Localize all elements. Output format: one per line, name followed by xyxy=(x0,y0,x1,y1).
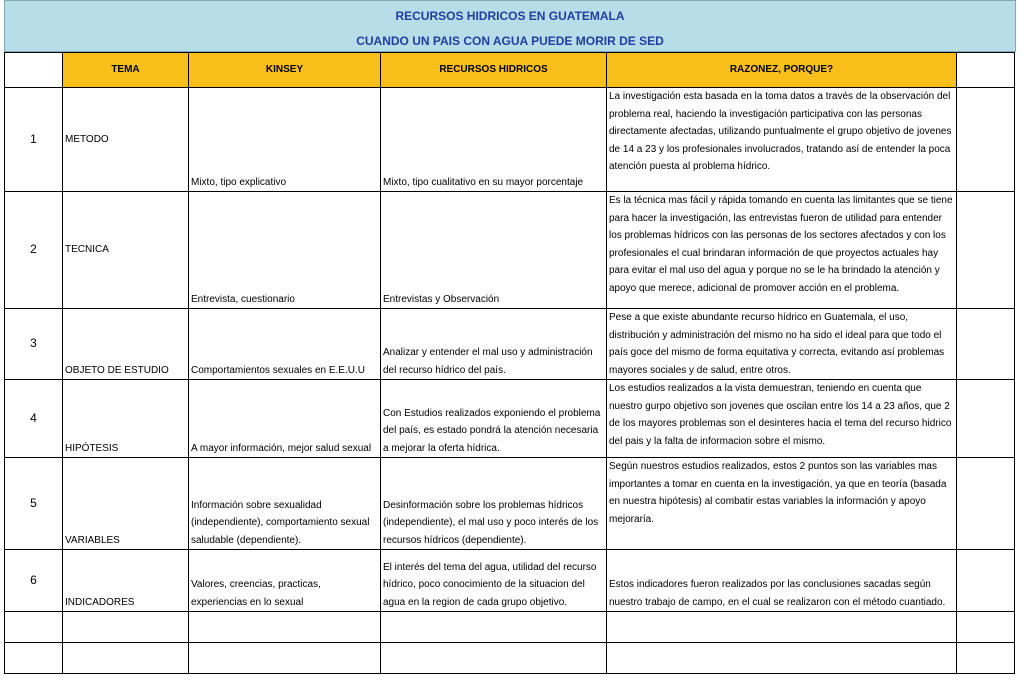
extra-cell[interactable] xyxy=(957,380,1015,458)
table-row xyxy=(5,550,1015,612)
extra-cell[interactable] xyxy=(957,309,1015,380)
kinsey-cell[interactable]: Entrevista, cuestionario xyxy=(189,192,381,309)
empty-cell[interactable] xyxy=(607,643,957,674)
razones-cell[interactable]: Es la técnica mas fácil y rápida tomando en cuenta las limitantes que se tiene para hacer la investigación, las entrevistas fueron de utilidad para entender los problemas hídricos con las personas de los sectores afectados y con los profesionales el cual brindaran información de que proyectos actuales hay para evitar el mal uso del agua y porque no se le ha brindado la atención y apoyo que merece, adicional de promover acción en el problema. xyxy=(607,192,957,309)
empty-cell[interactable] xyxy=(189,643,381,674)
empty-cell[interactable] xyxy=(5,612,63,643)
header-extra-cell[interactable] xyxy=(957,53,1015,88)
recursos-cell[interactable]: Analizar y entender el mal uso y administración del recurso hídrico del país. xyxy=(381,309,607,380)
row-number[interactable]: 5 xyxy=(5,458,63,550)
recursos-cell[interactable]: Mixto, tipo cualitativo en su mayor porcentaje xyxy=(381,88,607,192)
empty-cell[interactable] xyxy=(957,643,1015,674)
corner-cell[interactable] xyxy=(5,53,63,88)
row-number[interactable]: 6 xyxy=(5,550,63,612)
sheet-title: RECURSOS HIDRICOS EN GUATEMALA xyxy=(395,9,625,23)
tema-cell[interactable]: OBJETO DE ESTUDIO xyxy=(63,309,189,380)
recursos-cell[interactable]: Con Estudios realizados exponiendo el problema del país, es estado pondrá la atención necesaria a mejorar la oferta hídrica. xyxy=(381,380,607,458)
empty-row xyxy=(5,612,1015,643)
row-number[interactable]: 3 xyxy=(5,309,63,380)
extra-cell[interactable] xyxy=(957,192,1015,309)
tema-cell[interactable]: HIPÓTESIS xyxy=(63,380,189,458)
kinsey-cell[interactable]: Comportamientos sexuales en E.E.U.U xyxy=(189,309,381,380)
kinsey-cell[interactable]: Mixto, tipo explicativo xyxy=(189,88,381,192)
table-row xyxy=(5,309,1015,380)
razones-cell[interactable]: Los estudios realizados a la vista demuestran, teniendo en cuenta que nuestro gurpo objetivo son jovenes que oscilan entre los 14 a 23 años, que 2 de los mayores problemas son el desinteres hacia el tema del recurso hidrico del pais y la falta de informacion sobre el mismo. xyxy=(607,380,957,458)
header-kinsey[interactable]: KINSEY xyxy=(189,53,381,88)
razones-cell[interactable]: Estos indicadores fueron realizados por las conclusiones sacadas según nuestro trabajo de campo, en el cual se realizaron con el método cuantiado. xyxy=(607,550,957,612)
extra-cell[interactable] xyxy=(957,458,1015,550)
row-number[interactable]: 4 xyxy=(5,380,63,458)
empty-cell[interactable] xyxy=(381,643,607,674)
empty-cell[interactable] xyxy=(5,643,63,674)
empty-cell[interactable] xyxy=(957,612,1015,643)
data-table xyxy=(4,52,1015,674)
empty-cell[interactable] xyxy=(63,612,189,643)
row-number[interactable]: 1 xyxy=(5,88,63,192)
header-recursos-hidricos[interactable]: RECURSOS HIDRICOS xyxy=(381,53,607,88)
empty-cell[interactable] xyxy=(189,612,381,643)
tema-cell[interactable]: VARIABLES xyxy=(63,458,189,550)
header-tema[interactable]: TEMA xyxy=(63,53,189,88)
title-banner xyxy=(4,0,1016,52)
tema-cell[interactable]: INDICADORES xyxy=(63,550,189,612)
razones-cell[interactable]: Según nuestros estudios realizados, estos 2 puntos son las variables mas importantes a tomar en cuenta en la investigación, ya que en teoría (basada en nuestra hipótesis) al combatir estas variables la información y apoyo mejoraría. xyxy=(607,458,957,550)
recursos-cell[interactable]: Entrevistas y Observación xyxy=(381,192,607,309)
sheet-subtitle: CUANDO UN PAIS CON AGUA PUEDE MORIR DE SED xyxy=(356,34,664,48)
tema-cell[interactable]: TECNICA xyxy=(63,192,189,309)
kinsey-cell[interactable]: Información sobre sexualidad (independiente), comportamiento sexual saludable (dependiente). xyxy=(189,458,381,550)
table-row xyxy=(5,192,1015,309)
header-razones[interactable]: RAZONEZ, PORQUE? xyxy=(607,53,957,88)
kinsey-cell[interactable]: Valores, creencias, practicas, experiencias en lo sexual xyxy=(189,550,381,612)
tema-cell[interactable]: METODO xyxy=(63,88,189,192)
recursos-cell[interactable]: Desinformación sobre los problemas hídricos (independiente), el mal uso y poco interés de los recursos hídricos (dependiente). xyxy=(381,458,607,550)
header-row xyxy=(5,53,1015,88)
empty-cell[interactable] xyxy=(63,643,189,674)
empty-row xyxy=(5,643,1015,674)
table-row xyxy=(5,88,1015,192)
extra-cell[interactable] xyxy=(957,88,1015,192)
row-number[interactable]: 2 xyxy=(5,192,63,309)
table-row xyxy=(5,458,1015,550)
extra-cell[interactable] xyxy=(957,550,1015,612)
empty-cell[interactable] xyxy=(381,612,607,643)
empty-cell[interactable] xyxy=(607,612,957,643)
razones-cell[interactable]: La investigación esta basada en la toma datos a través de la observación del problema real, haciendo la investigación participativa con las personas directamente afectadas, utilizando puntualmente el grupo objetivo de jovenes de 14 a 23 y los profesionales involucrados, tratando así de entender la poca atención puesta al problema hídrico. xyxy=(607,88,957,192)
razones-cell[interactable]: Pese a que existe abundante recurso hídrico en Guatemala, el uso, distribución y administración del mismo no ha sido el ideal para que todo el país goce del mismo de forma equitativa y correcta, evitando así problemas mayores sociales y de salud, entre otros. xyxy=(607,309,957,380)
table-row xyxy=(5,380,1015,458)
recursos-cell[interactable]: El interés del tema del agua, utilidad del recurso hídrico, poco conocimiento de la situacion del agua en la region de cada grupo objetivo. xyxy=(381,550,607,612)
kinsey-cell[interactable]: A mayor información, mejor salud sexual xyxy=(189,380,381,458)
